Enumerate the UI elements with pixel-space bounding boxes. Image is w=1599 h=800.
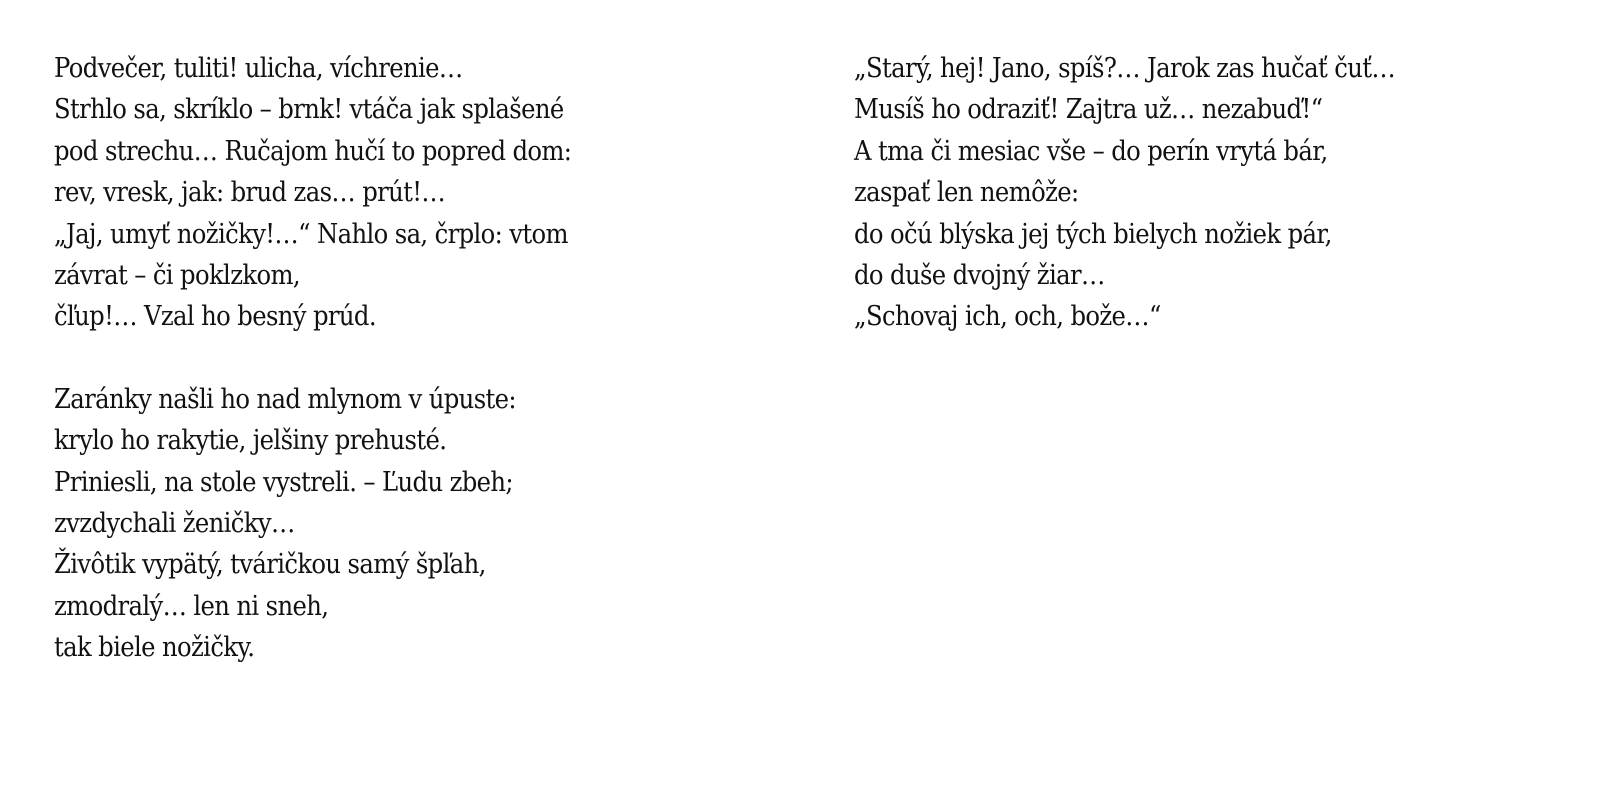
- poem-line: Musíš ho odraziť! Zajtra už… nezabuď!“: [854, 94, 1323, 126]
- poem-line: „Jaj, umyť nožičky!…“ Nahlo sa, črplo: vtom: [54, 218, 568, 250]
- poem-line: „Schovaj ich, och, bože…“: [854, 301, 1161, 333]
- poem-line: zmodralý… len ni sneh,: [54, 590, 329, 622]
- poem-line: zaspať len nemôže:: [854, 177, 1079, 209]
- poem-line: tak biele nožičky.: [54, 632, 255, 664]
- poem-line: zvzdychali ženičky…: [54, 507, 295, 539]
- poem-line: do duše dvojný žiar…: [854, 259, 1105, 291]
- poem-line: Priniesli, na stole vystreli. – Ľudu zbeh;: [54, 466, 513, 498]
- poem-line: závrat – či poklzkom,: [54, 259, 300, 291]
- poem-line: „Starý, hej! Jano, spíš?… Jarok zas hučať čuť…: [854, 53, 1396, 84]
- poem-stanza-1: [54, 48, 774, 338]
- poem-line: A tma či mesiac vše – do perín vrytá bár,: [854, 135, 1328, 167]
- poem-line: krylo ho rakytie, jelšiny prehusté.: [54, 425, 447, 457]
- poem-line: Podvečer, tuliti! ulicha, víchrenie…: [54, 53, 463, 84]
- poem-line: do očú blýska jej tých bielych nožiek pár,: [854, 218, 1332, 250]
- poem-stanza-2: [54, 379, 774, 669]
- left-poem-column: [54, 48, 774, 668]
- poem-line: čľup!… Vzal ho besný prúd.: [54, 301, 376, 333]
- poem-line: Živôtik vypätý, tváričkou samý špľah,: [54, 549, 486, 581]
- poem-line: Strhlo sa, skríklo – brnk! vtáča jak splašené: [54, 94, 564, 126]
- poem-stanza-3: [854, 48, 1574, 338]
- poem-line: pod strechu… Ručajom hučí to popred dom:: [54, 135, 572, 167]
- right-poem-column: [854, 48, 1574, 338]
- poem-line: Zaránky našli ho nad mlynom v úpuste:: [54, 383, 516, 415]
- poem-line: rev, vresk, jak: brud zas… prút!…: [54, 177, 446, 209]
